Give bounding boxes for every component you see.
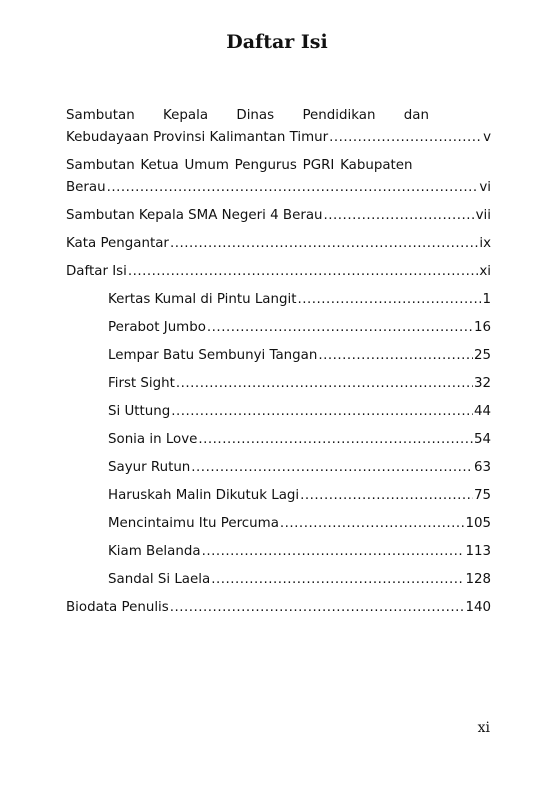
toc-entry[interactable]: [66, 236, 491, 264]
toc-entry[interactable]: [66, 432, 491, 460]
toc-word: Sambutan: [66, 108, 135, 123]
leader-dots: [191, 460, 473, 475]
toc-entry[interactable]: [66, 376, 491, 404]
page-title: Daftar Isi: [226, 31, 328, 53]
toc-word: Pendidikan: [302, 108, 376, 123]
leader-dots: [198, 432, 473, 447]
toc-entry-title: Sambutan Kepala SMA Negeri 4 Berau: [66, 208, 323, 223]
toc-entry[interactable]: [66, 320, 491, 348]
toc-page-number: 44: [473, 404, 491, 419]
toc-entry[interactable]: [66, 544, 491, 572]
table-of-contents: [66, 108, 491, 628]
toc-entry-title: Kata Pengantar: [66, 236, 169, 251]
leader-dots: [170, 236, 478, 251]
leader-dots: [318, 348, 473, 363]
toc-entry[interactable]: [66, 516, 491, 544]
toc-page-number: v: [483, 130, 491, 145]
toc-entry[interactable]: [66, 180, 491, 208]
leader-dots: [107, 180, 479, 195]
leader-dots: [297, 292, 481, 307]
toc-entry[interactable]: [66, 208, 491, 236]
toc-word: Dinas: [236, 108, 275, 123]
toc-page-number: 32: [473, 376, 491, 391]
toc-page-number: 25: [473, 348, 491, 363]
toc-entry-title: First Sight: [108, 376, 175, 391]
leader-dots: [324, 208, 475, 223]
toc-entry-title: Sonia in Love: [108, 432, 198, 447]
toc-page-number: 63: [473, 460, 491, 475]
toc-entry[interactable]: [66, 460, 491, 488]
toc-page-number: vii: [475, 208, 491, 223]
toc-page-number: 75: [473, 488, 491, 503]
toc-entry[interactable]: [66, 572, 491, 600]
toc-page-number: xi: [479, 264, 491, 279]
leader-dots: [170, 600, 465, 615]
leader-dots: [329, 130, 482, 145]
toc-entry-title: Mencintaimu Itu Percuma: [108, 516, 279, 531]
toc-entry[interactable]: [66, 404, 491, 432]
toc-entry-title: Lempar Batu Sembunyi Tangan: [108, 348, 318, 363]
toc-page-number: 1: [482, 292, 491, 307]
leader-dots: [176, 376, 473, 391]
toc-entry-title: Si Uttung: [108, 404, 171, 419]
toc-entry-title: Kiam Belanda: [108, 544, 201, 559]
toc-page-number: 54: [473, 432, 491, 447]
toc-entry[interactable]: [66, 488, 491, 516]
toc-entry-line: [66, 108, 491, 130]
leader-dots: [128, 264, 478, 279]
toc-entry[interactable]: [66, 130, 491, 158]
leader-dots: [280, 516, 465, 531]
leader-dots: [202, 544, 465, 559]
toc-entry-title: Sayur Rutun: [108, 460, 191, 475]
toc-entry-line: [66, 158, 491, 180]
toc-entry-title-line1: Sambutan Ketua Umum Pengurus PGRI Kabupaten: [66, 158, 413, 173]
toc-word: Kepala: [163, 108, 209, 123]
toc-page-number: vi: [479, 180, 491, 195]
toc-page-number: 16: [473, 320, 491, 335]
toc-page-number: ix: [479, 236, 491, 251]
toc-page-number: 105: [465, 516, 491, 531]
toc-entry-title: Haruskah Malin Dikutuk Lagi: [108, 488, 300, 503]
leader-dots: [171, 404, 473, 419]
leader-dots: [207, 320, 473, 335]
leader-dots: [300, 488, 473, 503]
toc-entry-title: Daftar Isi: [66, 264, 127, 279]
footer-page-number: xi: [477, 720, 490, 736]
toc-entry-title: Biodata Penulis: [66, 600, 169, 615]
toc-entry-title: Kertas Kumal di Pintu Langit: [108, 292, 297, 307]
toc-entry[interactable]: [66, 348, 491, 376]
toc-entry[interactable]: [66, 264, 491, 292]
toc-entry-title: Perabot Jumbo: [108, 320, 206, 335]
toc-entry-title: Sandal Si Laela: [108, 572, 211, 587]
toc-page-number: 128: [465, 572, 491, 587]
toc-page-number: 113: [465, 544, 491, 559]
toc-page-number: 140: [465, 600, 491, 615]
toc-entry[interactable]: [66, 600, 491, 628]
leader-dots: [211, 572, 464, 587]
toc-entry[interactable]: [66, 292, 491, 320]
toc-entry-title: Berau: [66, 180, 106, 195]
toc-entry-title: Kebudayaan Provinsi Kalimantan Timur: [66, 130, 329, 145]
toc-word: dan: [403, 108, 429, 123]
